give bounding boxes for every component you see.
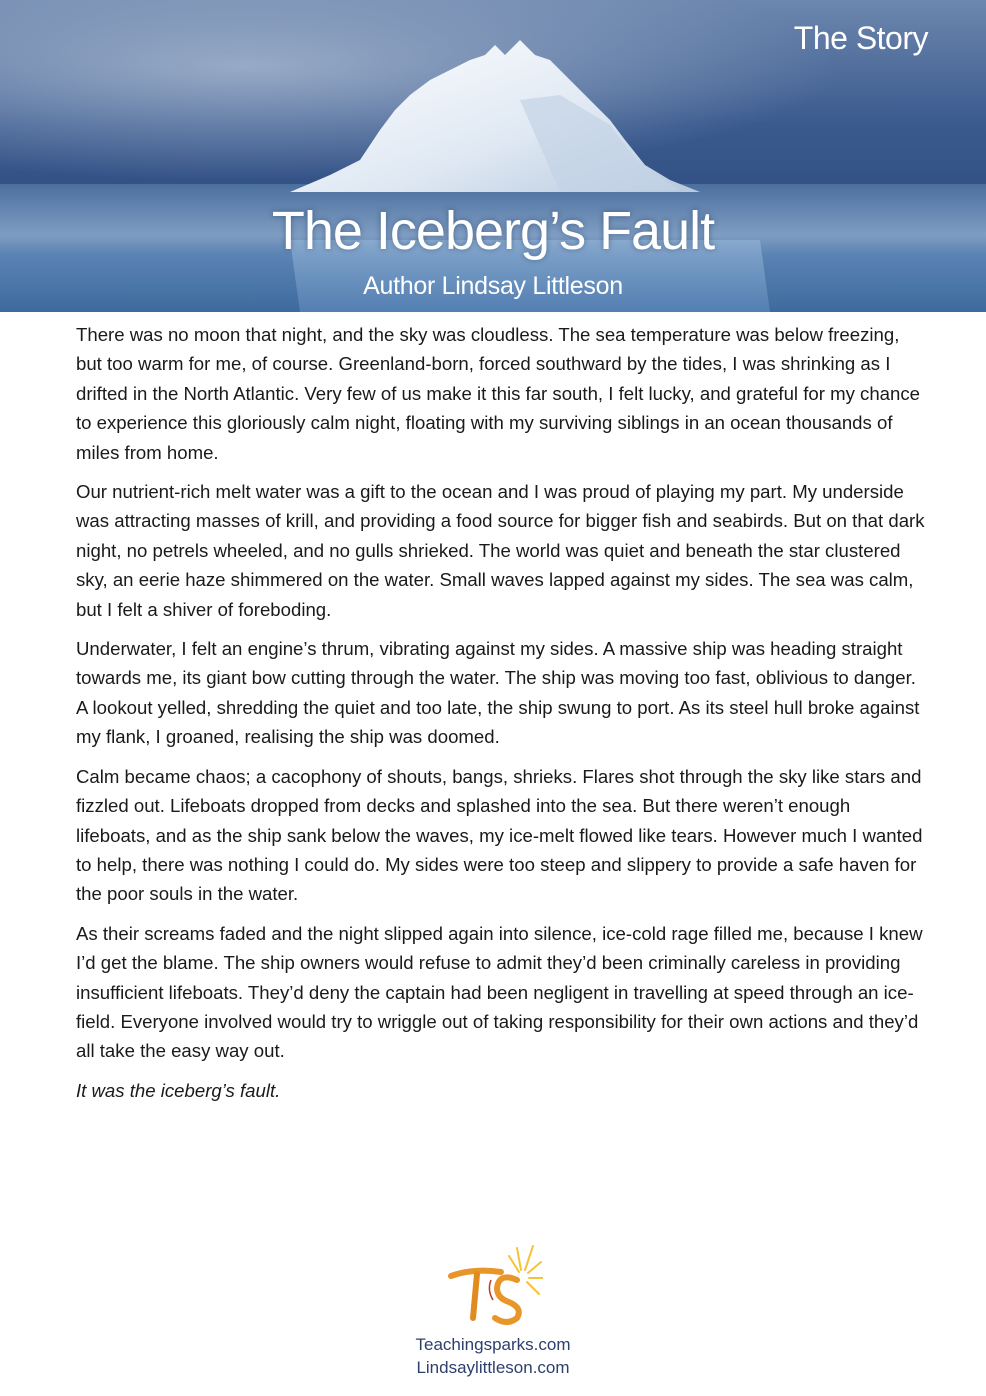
story-paragraph: As their screams faded and the night slipped again into silence, ice-cold rage filled me, because I knew I’d get the blame. The ship owners would refuse to admit they’d been criminally careless in providing insufficient lifeboats. They’d deny the captain had been negligent in travelling at speed through an ice-field. Everyone involved would try to wriggle out of taking responsibility for their own actions and they’d all take the easy way out. bbox=[76, 922, 923, 1062]
story-body bbox=[76, 320, 928, 1115]
teachingsparks-link[interactable]: Teachingsparks.com bbox=[415, 1335, 571, 1354]
section-label: The Story bbox=[793, 20, 928, 56]
story-paragraph: There was no moon that night, and the sky was cloudless. The sea temperature was below freezing, but too warm for me, of course. Greenland-born, forced southward by the tides, I was shrinking as I drifted in the North Atlantic. Very few of us make it this far south, I felt lucky, and grateful for my chance to experience this gloriously calm night, floating with my surviving siblings in an ocean thousands of miles from home. bbox=[76, 324, 920, 463]
story-paragraph: Calm became chaos; a cacophony of shouts, bangs, shrieks. Flares shot through the sky like stars and fizzled out. Lifeboats dropped from decks and splashed into the sea. But there weren’t enough lifeboats, and as the ship sank below the waves, my ice-melt flowed like tears. However much I wanted to help, there was nothing I could do. My sides were too steep and slippery to provide a safe haven for the poor souls in the water. bbox=[76, 765, 923, 905]
teachingsparks-logo bbox=[443, 1240, 543, 1328]
footer bbox=[0, 1240, 986, 1379]
lindsaylittleson-link[interactable]: Lindsaylittleson.com bbox=[416, 1358, 570, 1377]
story-title: The Iceberg’s Fault bbox=[271, 201, 715, 261]
story-author: Author Lindsay Littleson bbox=[363, 272, 623, 300]
closing-line: It was the iceberg’s fault. bbox=[76, 1079, 281, 1101]
header-banner bbox=[0, 0, 986, 312]
story-paragraph: Underwater, I felt an engine’s thrum, vibrating against my sides. A massive ship was heading straight towards me, its giant bow cutting through the water. The ship was moving too fast, oblivious to danger. A lookout yelled, shredding the quiet and too late, the ship swung to port. As its steel hull broke against my flank, I groaned, realising the ship was doomed. bbox=[76, 638, 920, 748]
story-paragraph: Our nutrient-rich melt water was a gift to the ocean and I was proud of playing my part. My underside was attracting masses of krill, and providing a food source for bigger fish and seabirds. But on that dark night, no petrels wheeled, and no gulls shrieked. The world was quiet and beneath the star clustered sky, an eerie haze shimmered on the water. Small waves lapped against my sides. The sea was calm, but I felt a shiver of foreboding. bbox=[76, 481, 925, 620]
